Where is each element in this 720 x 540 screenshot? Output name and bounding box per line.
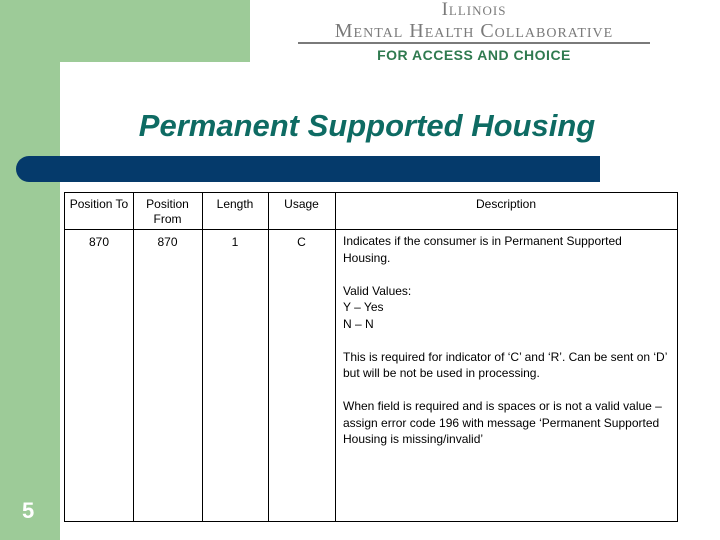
header-position-to: Position To bbox=[69, 197, 129, 211]
header-position-from: Position From bbox=[146, 197, 189, 226]
valid-values bbox=[343, 283, 671, 333]
cell-position-from: 870 bbox=[157, 235, 178, 249]
logo-line-1: Illinois bbox=[441, 0, 507, 20]
cell-usage: C bbox=[297, 235, 306, 249]
title-divider-bar bbox=[16, 156, 600, 182]
header-length: Length bbox=[216, 197, 254, 211]
valid-value-no: N – N bbox=[343, 316, 374, 331]
logo-line-2: Mental Health Collaborative bbox=[298, 20, 650, 44]
logo-line-3: FOR ACCESS AND CHOICE bbox=[377, 47, 571, 63]
valid-values-label: Valid Values: bbox=[343, 283, 412, 298]
slide-title-wrap bbox=[0, 108, 720, 144]
logo bbox=[298, 0, 650, 64]
description-intro: Indicates if the consumer is in Permanent Supported Housing. bbox=[343, 234, 622, 265]
field-table bbox=[64, 192, 678, 522]
column-divider bbox=[335, 193, 336, 521]
header-divider bbox=[65, 229, 677, 230]
header-description: Description bbox=[475, 197, 537, 211]
green-side-band bbox=[0, 0, 60, 540]
page-number: 5 bbox=[22, 498, 35, 523]
error-note: When field is required and is spaces or is not a valid value – assign error code 196 with message ‘Permanent Supported Housing is missing/invalid’ bbox=[343, 399, 662, 446]
header-usage: Usage bbox=[284, 197, 319, 211]
cell-length: 1 bbox=[231, 235, 239, 249]
valid-value-yes: Y – Yes bbox=[343, 300, 384, 314]
requirement-note: This is required for indicator of ‘C’ and ‘R’. Can be sent on ‘D’ but will be not be used in processing. bbox=[343, 349, 667, 380]
slide-title: Permanent Supported Housing bbox=[138, 108, 596, 143]
cell-description bbox=[343, 233, 671, 464]
cell-position-to: 870 bbox=[88, 235, 110, 249]
